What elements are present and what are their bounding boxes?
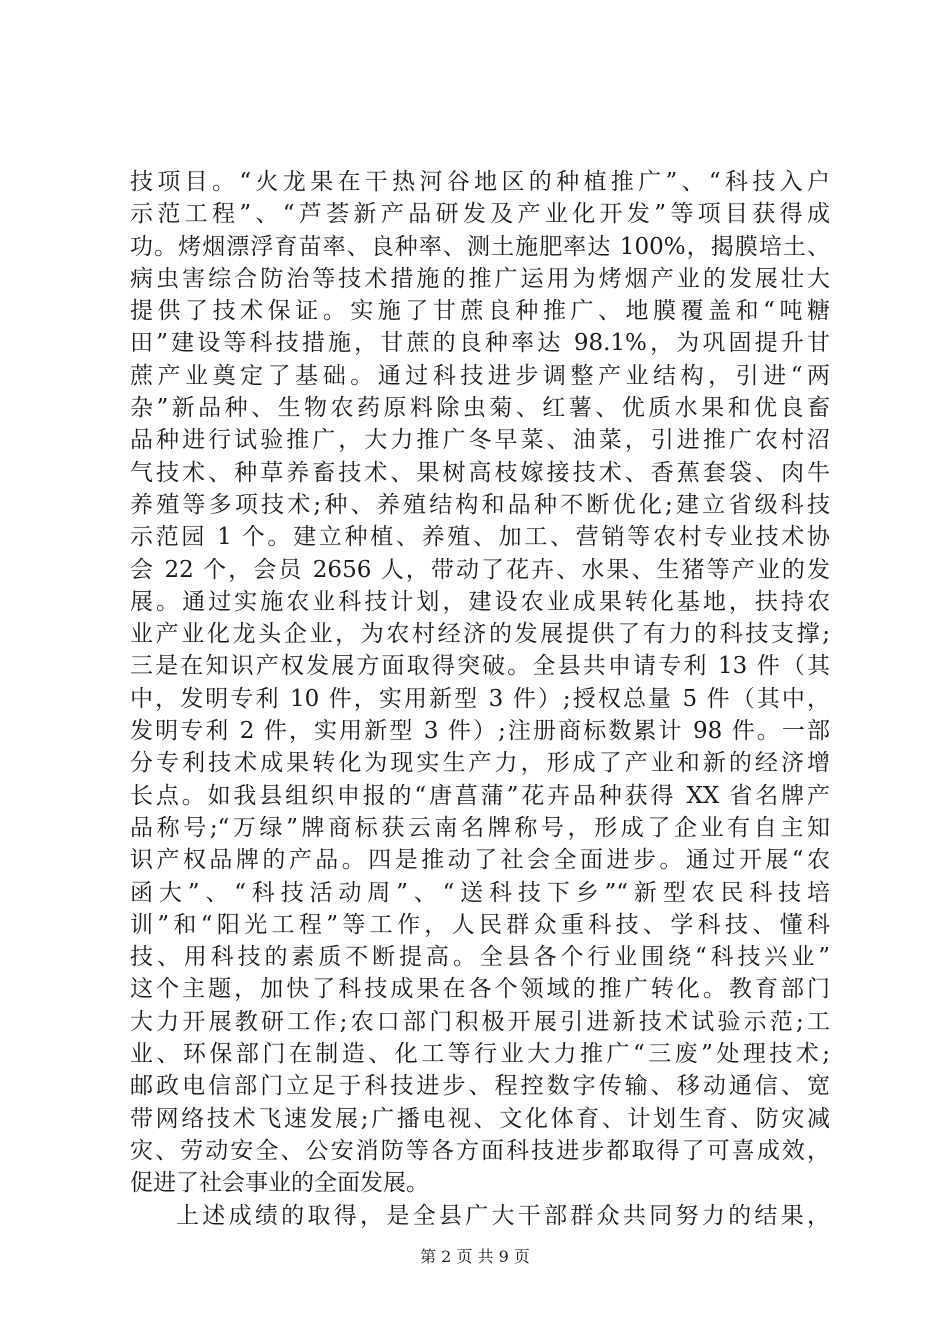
text-line: 技、用科技的素质不断提高。全县各个行业围绕“科技兴业” <box>130 944 830 971</box>
text-line: 业、环保部门在制造、化工等行业大力推广“三废”处理技术; <box>130 1041 830 1068</box>
text-line: 展。通过实施农业科技计划，建设农业成果转化基地，扶持农 <box>130 588 830 615</box>
text-line: 发明专利 2 件，实用新型 3 件）;注册商标数累计 98 件。一部 <box>130 718 830 745</box>
text-line: 带网络技术飞速发展;广播电视、文化体育、计划生育、防灾减 <box>130 1105 830 1132</box>
text-line: 气技术、种草养畜技术、果树高枝嫁接技术、香蕉套袋、肉牛 <box>130 459 830 486</box>
text-line: 邮政电信部门立足于科技进步、程控数字传输、移动通信、宽 <box>130 1073 830 1100</box>
text-line: 这个主题，加快了科技成果在各个领域的推广转化。教育部门 <box>130 976 830 1003</box>
text-line: 三是在知识产权发展方面取得突破。全县共申请专利 13 件（其 <box>130 653 830 680</box>
text-line: 业产业化龙头企业，为农村经济的发展提供了有力的科技支撑; <box>130 621 830 648</box>
text-line: 蔗产业奠定了基础。通过科技进步调整产业结构，引进“两 <box>130 362 830 389</box>
text-line: 病虫害综合防治等技术措施的推广运用为烤烟产业的发展壮大 <box>130 265 830 292</box>
text-line: 长点。如我县组织申报的“唐菖蒲”花卉品种获得 XX 省名牌产 <box>130 782 830 809</box>
text-line: 识产权品牌的产品。四是推动了社会全面进步。通过开展“农 <box>130 847 830 874</box>
text-line: 品种进行试验推广，大力推广冬早菜、油菜，引进推广农村沼 <box>130 427 830 454</box>
text-line: 上述成绩的取得，是全县广大干部群众共同努力的结果， <box>176 1202 830 1229</box>
text-line: 中，发明专利 10 件，实用新型 3 件）;授权总量 5 件（其中， <box>130 685 830 712</box>
text-line: 功。烤烟漂浮育苗率、良种率、测土施肥率达 100%，揭膜培土、 <box>130 233 830 260</box>
text-line: 会 22 个，会员 2656 人，带动了花卉、水果、生猪等产业的发 <box>130 556 830 583</box>
text-line: 杂”新品种、生物农药原料除虫菊、红薯、优质水果和优良畜 <box>130 395 830 422</box>
text-line: 函大”、“科技活动周”、“送科技下乡”“新型农民科技培 <box>130 879 830 906</box>
text-line: 促进了社会事业的全面发展。 <box>130 1170 429 1197</box>
text-line: 示范工程”、“芦荟新产品研发及产业化开发”等项目获得成 <box>130 201 830 228</box>
text-line: 技项目。“火龙果在干热河谷地区的种植推广”、“科技入户 <box>130 169 830 195</box>
text-line: 品称号;“万绿”牌商标获云南名牌称号，形成了企业有自主知 <box>130 814 830 841</box>
text-line: 训”和“阳光工程”等工作，人民群众重科技、学科技、懂科 <box>130 911 830 938</box>
page-footer: 第 2 页 共 9 页 <box>420 1247 530 1266</box>
text-line: 田”建设等科技措施，甘蔗的良种率达 98.1%，为巩固提升甘 <box>130 330 830 357</box>
body-text <box>130 166 830 1232</box>
text-line: 灾、劳动安全、公安消防等各方面科技进步都取得了可喜成效， <box>130 1137 830 1164</box>
text-line: 分专利技术成果转化为现实生产力，形成了产业和新的经济增 <box>130 750 830 777</box>
text-line: 养殖等多项技术;种、养殖结构和品种不断优化;建立省级科技 <box>130 491 830 518</box>
text-line: 示范园 1 个。建立种植、养殖、加工、营销等农村专业技术协 <box>130 524 830 551</box>
text-line: 提供了技术保证。实施了甘蔗良种推广、地膜覆盖和“吨糖 <box>130 298 830 325</box>
text-line: 大力开展教研工作;农口部门积极开展引进新技术试验示范;工 <box>130 1008 830 1035</box>
